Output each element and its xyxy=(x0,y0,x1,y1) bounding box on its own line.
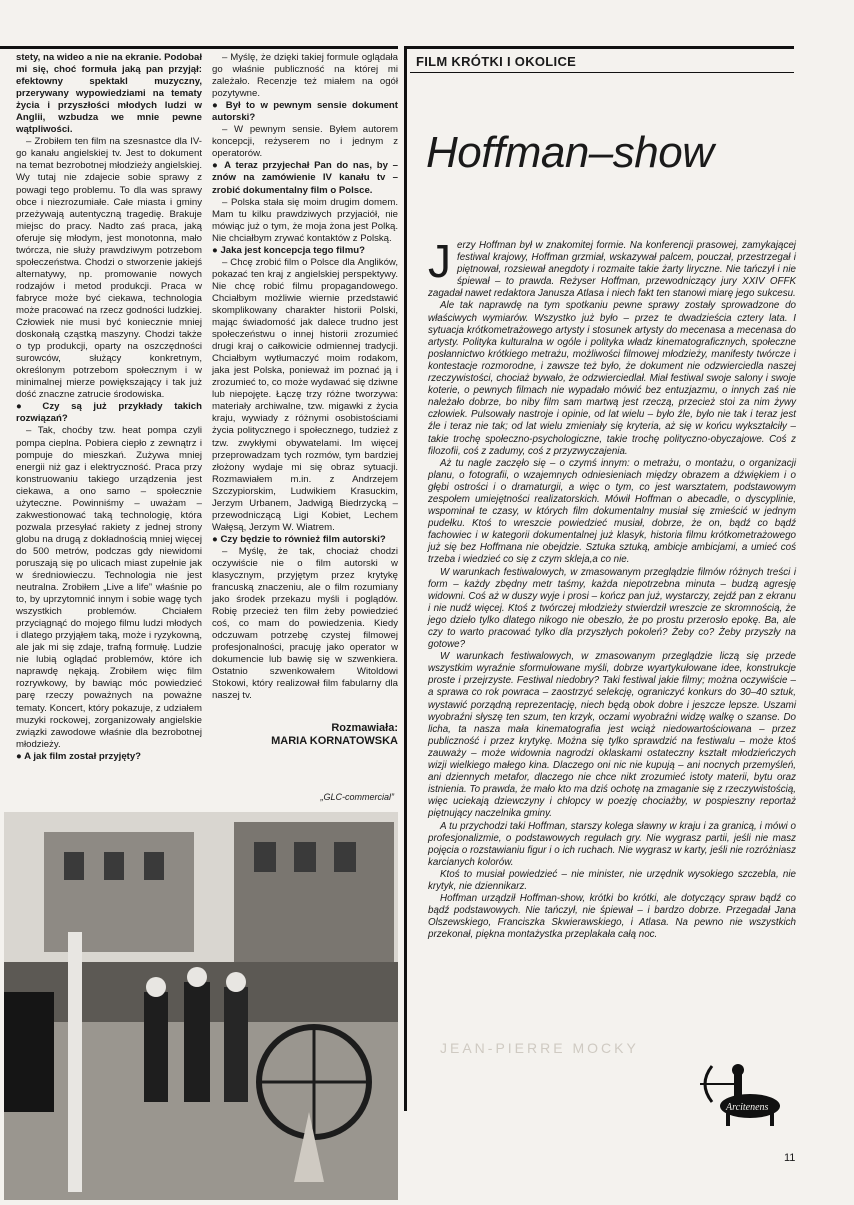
top-rule-left xyxy=(0,46,398,49)
column-divider xyxy=(404,46,407,1111)
article-paragraph: Hoffman urządził Hoffman-show, krótki bo krótki, ale dotyczący spraw bądź co bądź podstawowych. Nie tańczył, nie śpiewał – i bardzo dobrze. Przegadał Jana Olszewskiego, Franciszka Skwierawskiego, i Atlasa. Na pewno nie wszystkich przekonał, piękna montażystka przeplakała całą noc. xyxy=(428,893,796,941)
sagittarius-icon xyxy=(692,1060,796,1130)
interview-paragraph: – Chcę zrobić film o Polsce dla Anglików, pokazać ten kraj z angielskiej perspektywy. Nie chcę robić filmu propagandowego. Chciałbym możliwie wiernie przedstawić skomplikowany charakter historii Polski, mając świadomość jak dalece trudno jest społeczeństwu o innej historii zrozumieć drugi kraj o całkowicie odmiennej tradycji. Chciałbym wytłumaczyć moim rodakom, jaka jest Polska, ponieważ im poznać ją i zrozumieć to, co może wydawać się dziwne lub niepojęte. Łączę trzy różne tworzywa: materiały archiwalne, tzw. migawki z życia kraju, wywiady z różnymi osobistościami życia politycznego i społecznego, tudzież z tzw. zwykłymi obywatelami. Im więcej przeprowadzam tych rozmów, tym bardziej złożony wydaje mi się obraz sytuacji. Rozmawiałem m.in. z Andrzejem Szczypiorskim, Ludwikiem Krasuckim, Jerzym Urbanem, Jadwigą Biedrzycką – przewodniczącą Ligi Kobiet, Lechem Wałęsą, Jerzym W. Wiatrem. xyxy=(212,256,398,533)
interview-paragraph: – Myślę, że dzięki takiej formule oglądała go właśnie publiczność na której mi zależało. Recenzje też miałem na ogół pozytywne. xyxy=(212,52,398,100)
ghost-text: JEAN-PIERRE MOCKY xyxy=(440,1040,639,1056)
photo-credit: „GLC-commercial” xyxy=(320,792,394,802)
article-paragraph: A tu przychodzi taki Hoffman, starszy kolega sławny w kraju i za granicą, i mówi o profesjonalizmie, o podstawowych regułach gry. Nie wygrasz partii, jeśli nie masz pojęcia o rozstawianiu figur i o ich ruchach. Nie wygrasz w karty, jeśli nie rozróżniasz karcianych kolorów. xyxy=(428,820,796,868)
interview-question: ● Jaka jest koncepcja tego filmu? xyxy=(212,245,398,257)
article-body xyxy=(428,235,796,1070)
archer-logo xyxy=(692,1060,796,1130)
article-paragraph: Ale tak naprawdę na tym spotkaniu pewne sprawy zostały sprowadzone do właściwych wymiarów. Wszystko już było – przez te dwadzieścia cztery lata. I sytuacja krótkometrażowego artysty i stosunek artysty do mecenasa a mecenasa do artysty. Polityka kulturalna w ogóle i polityka władz kinematograficznych, społeczne posłannictwo krótkiego metrażu, możliwości filmowej młodzieży, manifesty twórcze i kontestacje rozmorodne, i zawsze też było, że dokument nie odzwierciedla naszej rzeczywistości, chociaż bywało, że odzwierciedlał. Miał festiwal swoje salony i swoje koterie, o pewnych filmach nie wypadało mówić bez entuzjazmu, o innych zaś nie należało dobrze, bo niby film sam martwą jest rzeczą, przecież stoi za nim żywy człowiek. Pulsowały nastroje i opinie, od lat wielu – było źle, było nie tak i teraz jest źle i teraz nie tak; od lat wielu zmieniały się kryteria, aż się w końcu wykształciły – takie trochę społeczno-psychologiczne, takie trochę polityczno-obyczajowe. Coś z filozofii, coś z zadumy, coś z przyzwyczajenia. xyxy=(428,300,796,457)
interview-signoff xyxy=(212,722,398,748)
interview-question: ● Był to w pewnym sensie dokument autorski? xyxy=(212,100,398,124)
interview-paragraph: stety, na wideo a nie na ekranie. Podobał mi się, choć formuła jaką pan przyjął: efektowny spektakl muzyczny, przerywany wypowiedziami na tematy życia i przyszłości młodych ludzi w Anglii, wzbudza we mnie pewne wątpliwości. xyxy=(16,52,202,136)
signoff-name: MARIA KORNATOWSKA xyxy=(271,735,398,747)
logo-text: Arcitenens xyxy=(726,1102,769,1113)
interview-paragraph: – Polska stała się moim drugim domem. Mam tu kilku prawdziwych przyjaciół, nie mówiąc już o tym, że moja żona jest Polką. Nie chciałbym zrywać kontaktów z Polską. xyxy=(212,196,398,244)
street-photo xyxy=(4,812,398,1200)
interview-paragraph: – Zrobiłem ten film na szesnastce dla IV-go kanału angielskiej tv. Jest to dokument na temat bezrobotnej młodzieży angielskiej. Wy tutaj nie zdajecie sobie sprawy z powagi tego problemu. To dla was sprawy obce i niezrozumiałe. Całe miasta i gminy przeżywają autentyczną tragedię. Brakuje miejsc do pracy. Nadto zaś praca, jaką oferuje się młodym, jest monotonna, mało twórcza, nie służy prawdziwym potrzebom społeczeństwa. Chodzi o stworzenie jakiejś alternatywy, np. promowanie nowych rodzajów i metod produkcji. Praca w fabryce może być ciekawa, technologia może pracować na rzecz godności ludzkiej. Człowiek nie musi być koniecznie mniej doskonałą cząstką maszyny. Chodzi także o typ produkcji, oparty na oszczędności surowców, służący konkretnym, określonym potrzebom społecznym i w minimalnej mierze powiększający i tak już dość znaczne zatrucie środowiska. xyxy=(16,136,202,401)
interview-paragraph: – W pewnym sensie. Byłem autorem koncepcji, reżyserem no i jednym z operatorów. xyxy=(212,124,398,160)
article-paragraph: W warunkach festiwalowych, w zmasowanym przeglądzie liczą się przede wszystkim wyraźnie sformułowane myśli, dobrze wyartykułowane idee, konstrukcje proste i przejrzyste. Festiwal niedobry? Taki festiwal jakie filmy; można oczywiście – a sprawa co rok powraca – zaostrzyć selekcję, ograniczyć konkurs do 30–40 sztuk, wystawić porządną reprezentację, niech będą obok dobre i jeszcze lepsze. Uszami wyobraźni słyszę ten szum, ten krzyk, oczami wyobraźni widzę walkę o szanse. Do licha, ta nasza mała kinematografia jest wciąż niedowartościowana – przez publiczność i przez krytykę. Można się tylko sprawdzić na festiwalu – może ktoś zauważy – może widownia nagrodzi oklaskami ostateczny kształt młodzieńczych wizji wielkiego małego kina. Dlaczego oni nic nie kupują – ani nocnych przemyśleń, ani dziennych metafor, dlaczego nie chce nikt zrozumieć istoty materii, bytu oraz istnienia. To prawda, że mało kto ma dziś ochotę na zmaganie się z rzeczywistością, więc uciekają dziewczyny i chłopcy w poezję chociażby, w pospieszny reportaż piętnujący naczelnika gminy. xyxy=(428,651,796,820)
section-label: FILM KRÓTKI I OKOLICE xyxy=(416,54,577,69)
section-rule xyxy=(410,72,794,73)
page-number: 11 xyxy=(784,1152,796,1164)
drop-cap: J xyxy=(428,235,451,287)
interview-question: ● A teraz przyjechał Pan do nas, by – znów na zamówienie IV kanału tv – zrobić dokumentalny film o Polsce. xyxy=(212,160,398,196)
top-rule-right xyxy=(404,46,794,49)
interview-question: ● A jak film został przyjęty? xyxy=(16,751,202,763)
interview-column-2 xyxy=(212,52,398,702)
article-headline: Hoffman–show xyxy=(426,128,714,177)
article-paragraph: W warunkach festiwalowych, w zmasowanym przeglądzie filmów różnych treści i form – każdy zbędny metr taśmy, każda niepotrzebna minuta – budzą agresję widowni. Coś aż w duszy wyje i prosi – kończ pan już, wystarczy, zejdź pan z ekranu i nie nudź więcej. Ktoś z twórczej młodzieży stwierdził wreszcie ze skromnością, że jego dzieło tylko dlatego nikogo nie obeszło, że po prostu przerosło epokę. Ba, ale czy to warto pracować tylko dla przyszłych pokoleń? Żeby co? Żeby przyszły na gotowe? xyxy=(428,566,796,651)
article-paragraph: Ktoś to musiał powiedzieć – nie minister, nie urzędnik wysokiego szczebla, nie krytyk, nie dziennikarz. xyxy=(428,868,796,892)
article-paragraph: Aż tu nagle zaczęło się – o czymś innym: o metrażu, o montażu, o organizacji planu, o fotografii, o wzajemnych odniesieniach między obrazem a dźwiękiem i o głębi ostrości i o dramaturgii, a więc o tym, co jest warsztatem, podstawowym zespołem umiejętności realizatorskich. Mówił Hoffman o abecadle, o dyscyplinie, wspominał te czasy, w których film dokumentalny musiał się zmieścić w jednym pudełku. Ktoś to wreszcie powiedzieć musiał, dobrze, że on, bądź co bądź fachowiec i w kategorii dokumentalnej już klasyk, historia filmu krótkometrażowego już się bez Hoffmana nie obejdzie. Sztuka sztuką, ambicje ambicjami, a umieć coś trzeba i wiedzieć co się z czym skleja,a co nie. xyxy=(428,457,796,566)
interview-question: ● Czy są już przykłady takich rozwiązań? xyxy=(16,401,202,425)
signoff-label: Rozmawiała: xyxy=(331,722,398,734)
interview-column-1 xyxy=(16,52,202,774)
article-lead-text: erzy Hoffman był w znakomitej formie. Na konferencji prasowej, zamykającej festiwal krajowy, Hoffman grzmiał, wskazywał palcem, pouczał, przestrzegał i piętnował, rozsiewał anegdoty i rozmaite takie żarty liryczne. Nie tańczył i nie śpiewał – to prawda. Reżyser Hoffman, przewodniczący jury XXIV OFFK zagadał nawet redaktora Janusza Atlasa i niech fakt ten stanowi miarę jego sukcesu. xyxy=(428,240,796,300)
interview-question: ● Czy będzie to również film autorski? xyxy=(212,534,398,546)
street-scene-illustration xyxy=(4,812,398,1200)
interview-paragraph: – Myślę, że tak, chociaż chodzi oczywiście nie o film autorski w klasycznym, przyjętym przez krytykę francuską znaczeniu, ale o film rozumiany jako środek przekazu myśli i poglądów. Robię przecież ten film żeby powiedzieć coś, co mam do powiedzenia. Kiedy odczuwam potrzebę czystej filmowej profesjonalności, pracuję jako operator w dokumencie lub bawię się w szwenkiera. Ostatnio szwenkowałem Witoldowi Stokowi, który realizował film fabularny dla naszej tv. xyxy=(212,545,398,702)
interview-paragraph: – Tak, choćby tzw. heat pompa czyli pompa cieplna. Pobiera ciepło z zewnątrz i pompuje do mieszkań. Zużywa mniej energii niż gaz i elektryczność. Praca przy konstruowaniu takiego urządzenia jest ciekawa, a ono samo – społecznie użyteczne. Powinniśmy – uważam – zakwestionować taką technologię, która pozwala przesyłać rakiety z jednej strony globu na drugą z dokładnością mniej więcej do 500 metrów, podczas gdy niewidomi poruszają się po ulicach miast zupełnie jak w średniowieczu. Technologia nie jest neutralna. Zrobiłem „Live a life” właśnie po to, by uprzytomnić innym i sobie wagę tych wszystkich problemów. Chciałem przyciągnąć do mojego filmu ludzi młodych i dlatego przyjąłem taką, może i ryzykowną, ale jak mi się zdaje, trafną formułę. Ludzie nie lubią oglądać problemów, które ich naprawdę nękają. Zrobiłem więc film rozrywkowy, by bawiąc móc powiedzieć parę rzeczy poważnych na poważne tematy. Koncert, który pokazuje, z udziałem muzyki rockowej, zorganizowały angielskie związki zawodowe właśnie dla bezrobotnej młodzieży. xyxy=(16,425,202,750)
article-paragraph xyxy=(428,235,796,300)
